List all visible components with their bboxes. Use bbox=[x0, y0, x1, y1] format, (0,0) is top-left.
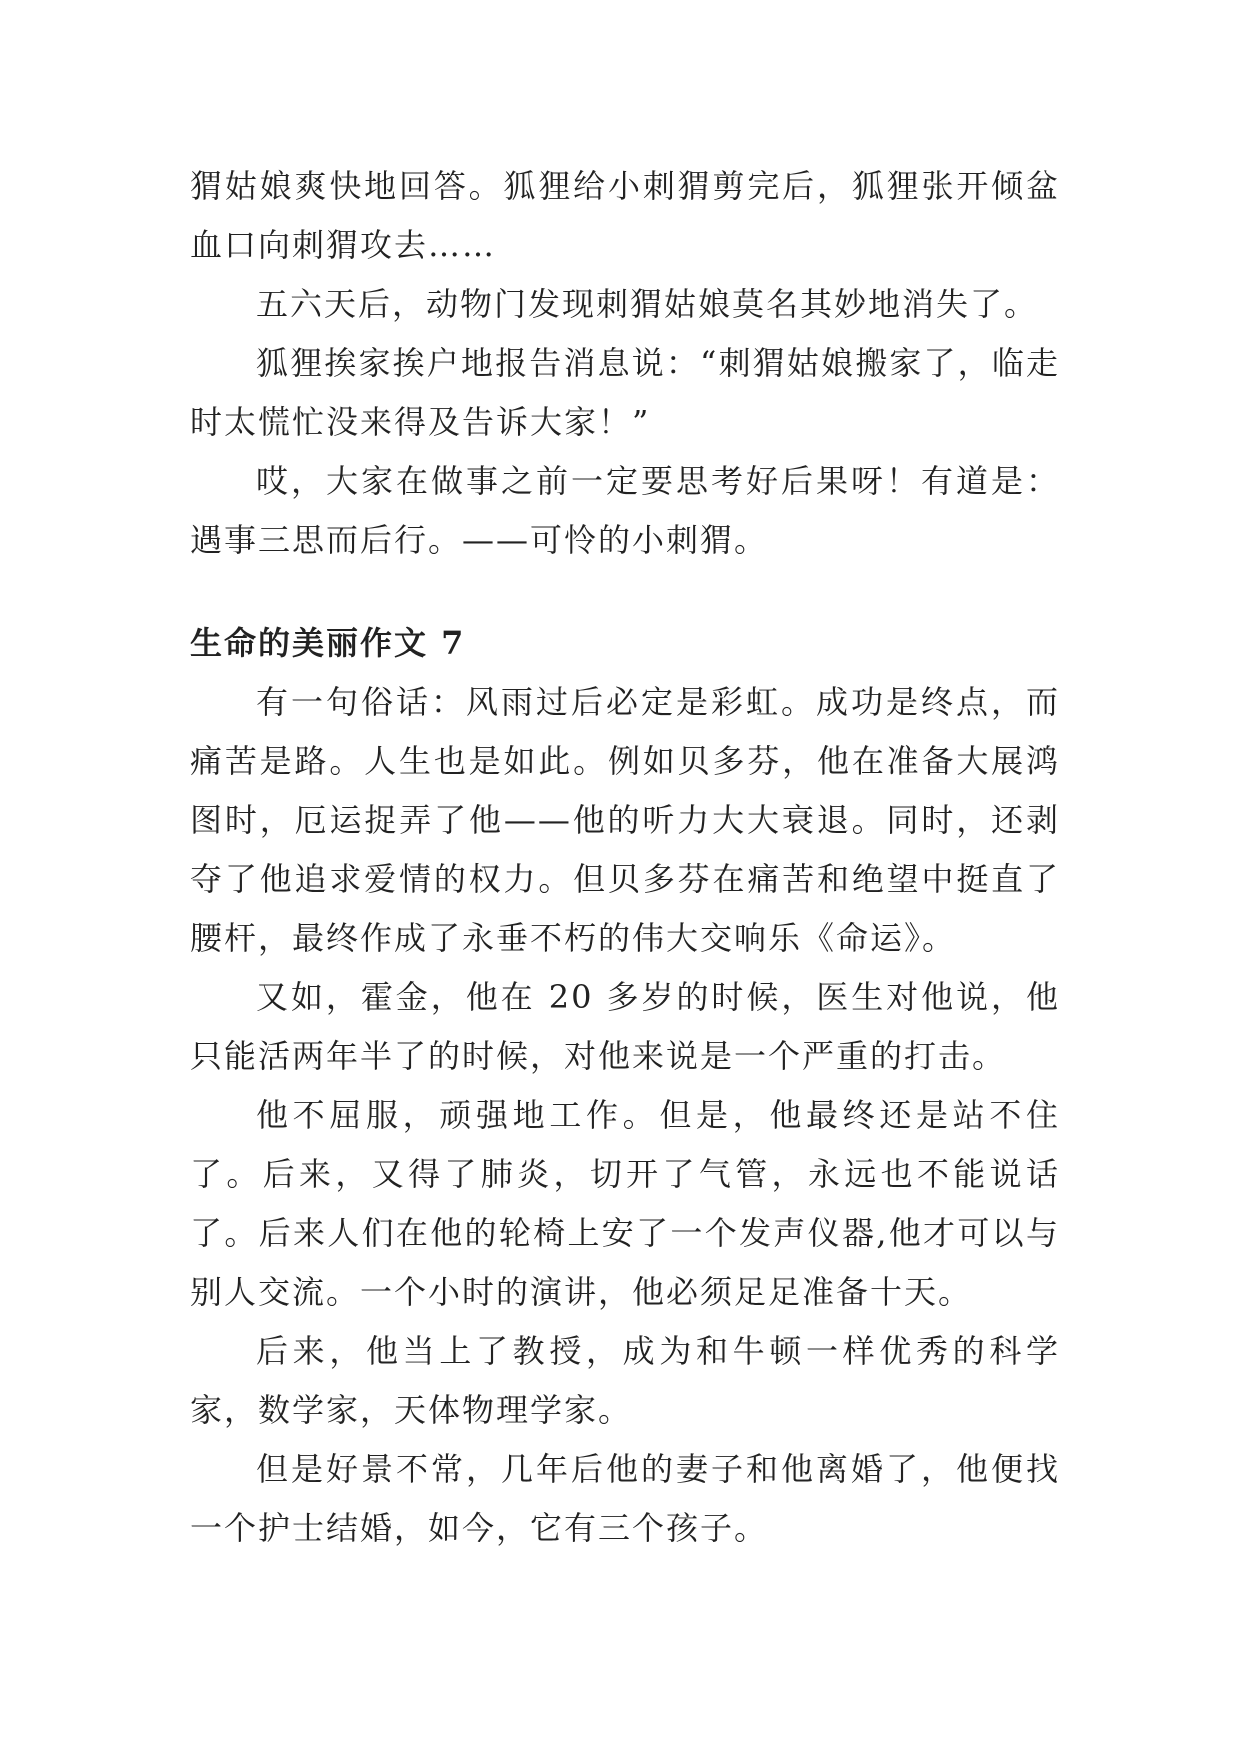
paragraph-top-3: 狐狸挨家挨户地报告消息说：“刺猬姑娘搬家了，临走时太慌忙没来得及告诉大家！” bbox=[190, 344, 1060, 441]
paragraph-top-2: 五六天后，动物门发现刺猬姑娘莫名其妙地消失了。 bbox=[256, 285, 1039, 323]
paragraph-bottom-2: 又如，霍金，他在 20 多岁的时候，医生对他说，他只能活两年半了的时候，对他来说是一个严重的打击。 bbox=[190, 978, 1060, 1075]
paragraph-top-1: 猬姑娘爽快地回答。狐狸给小刺猬剪完后，狐狸张开倾盆血口向刺猬攻去…… bbox=[190, 167, 1060, 264]
section-title: 生命的美丽作文 7 bbox=[190, 624, 466, 662]
paragraph-top-4: 哎，大家在做事之前一定要思考好后果呀！有道是：遇事三思而后行。——可怜的小刺猬。 bbox=[190, 462, 1060, 559]
paragraph-bottom-4: 后来，他当上了教授，成为和牛顿一样优秀的科学家，数学家，天体物理学家。 bbox=[190, 1332, 1060, 1429]
paragraph-bottom-3: 他不屈服，顽强地工作。但是，他最终还是站不住了。后来，又得了肺炎，切开了气管，永远也不能说话了。后来人们在他的轮椅上安了一个发声仪器,他才可以与别人交流。一个小时的演讲，他必须足足准备十天。 bbox=[190, 1096, 1060, 1311]
paragraph-bottom-5: 但是好景不常，几年后他的妻子和他离婚了，他便找一个护士结婚，如今，它有三个孩子。 bbox=[190, 1450, 1060, 1547]
paragraph-bottom-1: 有一句俗话：风雨过后必定是彩虹。成功是终点，而痛苦是路。人生也是如此。例如贝多芬，他在准备大展鸿图时，厄运捉弄了他——他的听力大大衰退。同时，还剥夺了他追求爱情的权力。但贝多芬在痛苦和绝望中挺直了腰杆，最终作成了永垂不朽的伟大交响乐《命运》。 bbox=[190, 683, 1060, 957]
document-body bbox=[190, 157, 1060, 1558]
